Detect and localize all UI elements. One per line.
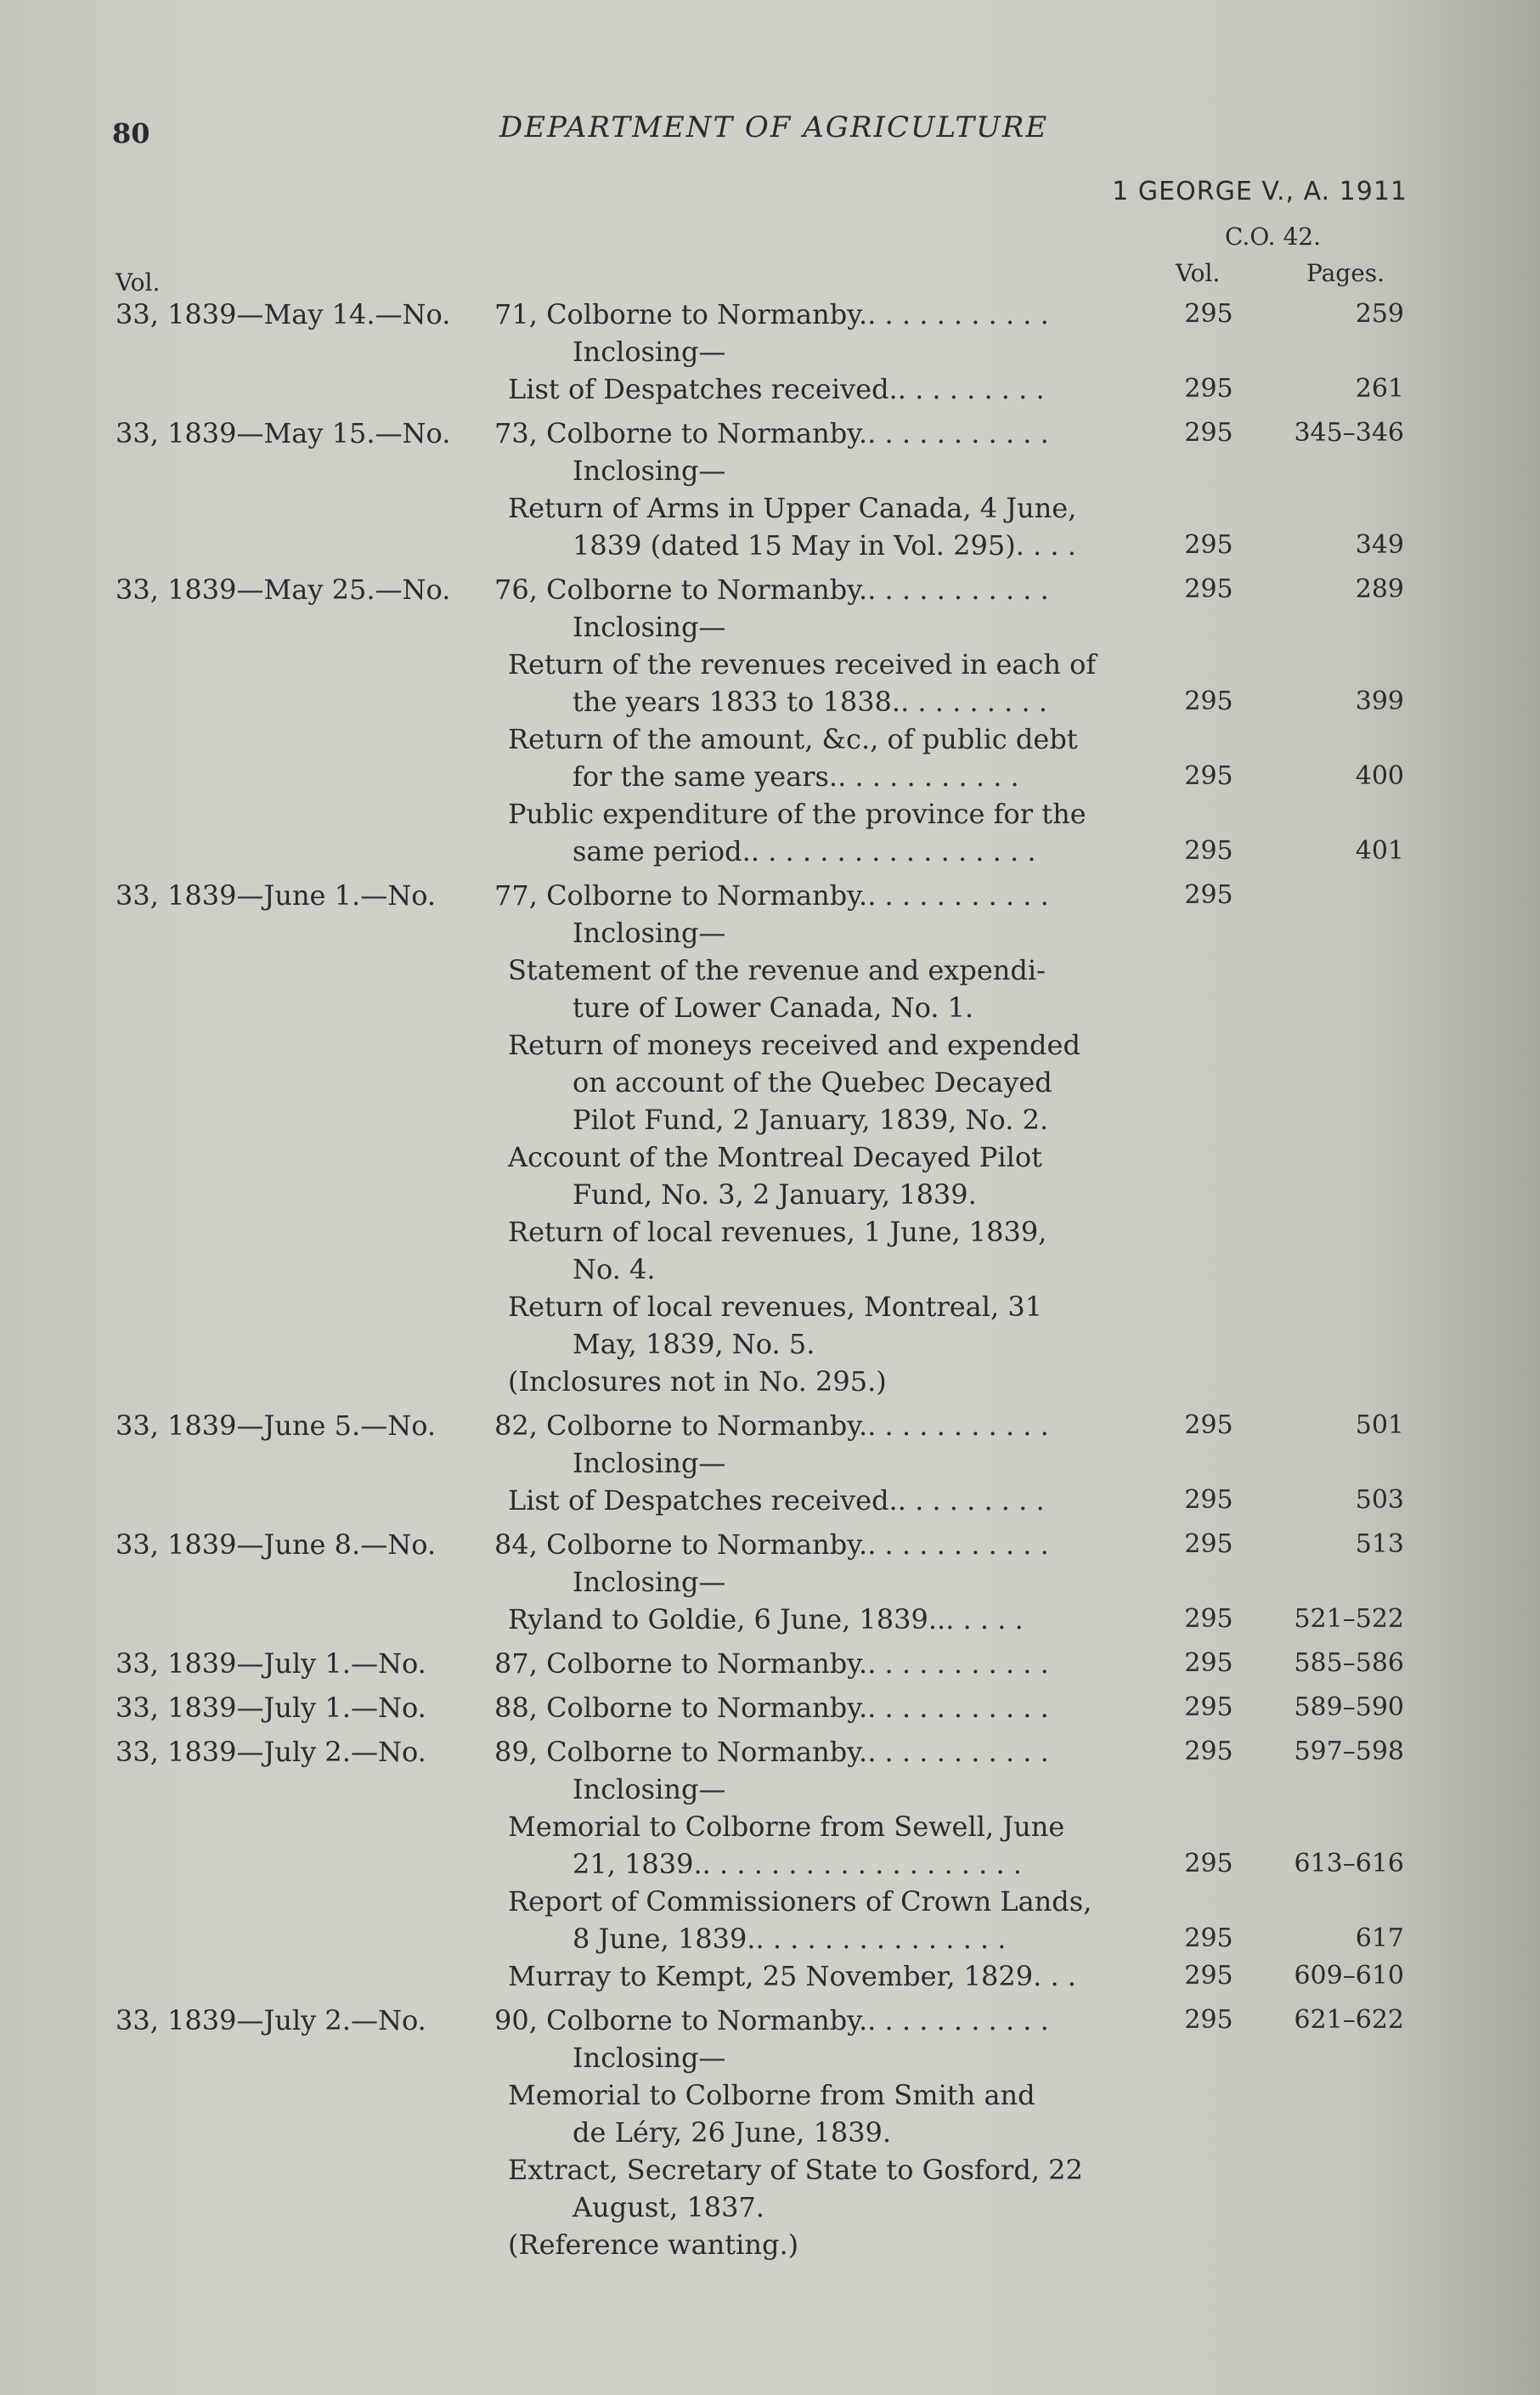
entry-description: August, 1837. bbox=[573, 2191, 765, 2223]
list-item bbox=[0, 2226, 1540, 2263]
page-range: 585–586 bbox=[1294, 1648, 1404, 1678]
entry-description: Return of the amount, &c., of public debt bbox=[508, 723, 1078, 755]
list-item bbox=[0, 914, 1540, 952]
volume-number: 295 bbox=[1184, 1849, 1233, 1878]
list-item bbox=[0, 527, 1540, 564]
entry-description: May, 1839, No. 5. bbox=[573, 1328, 815, 1360]
entry-reference: 33, 1839—June 8.—No. bbox=[116, 1528, 437, 1561]
page-range: 401 bbox=[1355, 836, 1404, 866]
entry-description: 77, Colborne to Normanby.. . . . . . . . . . . bbox=[494, 879, 1049, 912]
list-item bbox=[0, 608, 1540, 646]
entry-description: Inclosing— bbox=[573, 2042, 726, 2074]
entry-description: Inclosing— bbox=[573, 917, 726, 949]
entry-description: 89, Colborne to Normanby.. . . . . . . . . . . bbox=[494, 1736, 1049, 1768]
list-item bbox=[0, 296, 1540, 333]
list-item bbox=[0, 646, 1540, 683]
list-item bbox=[0, 1064, 1540, 1101]
page-range: 513 bbox=[1355, 1529, 1404, 1559]
volume-number: 295 bbox=[1184, 836, 1233, 866]
list-item bbox=[0, 1771, 1540, 1808]
volume-number: 295 bbox=[1184, 1961, 1233, 1991]
entry-description: List of Despatches received.. . . . . . . . . bbox=[508, 1484, 1045, 1517]
volume-number: 295 bbox=[1184, 374, 1233, 404]
co-series-label: C.O. 42. bbox=[1225, 223, 1321, 251]
page-range: 589–590 bbox=[1294, 1692, 1404, 1722]
entry-reference: 33, 1839—May 25.—No. bbox=[116, 573, 451, 606]
list-item bbox=[0, 877, 1540, 914]
entry-description: Account of the Montreal Decayed Pilot bbox=[508, 1141, 1042, 1173]
page-range: 609–610 bbox=[1294, 1961, 1404, 1991]
list-item bbox=[0, 2076, 1540, 2114]
list-item bbox=[0, 758, 1540, 795]
entry-description: 88, Colborne to Normanby.. . . . . . . . . . . bbox=[494, 1692, 1049, 1724]
entry-description: No. 4. bbox=[573, 1253, 656, 1285]
list-item bbox=[0, 1251, 1540, 1288]
list-item bbox=[0, 1808, 1540, 1845]
entry-description: Inclosing— bbox=[573, 1566, 726, 1598]
entry-description: Return of Arms in Upper Canada, 4 June, bbox=[508, 492, 1077, 524]
entry-description: Inclosing— bbox=[573, 611, 726, 643]
pages-column-header: Pages. bbox=[1306, 259, 1385, 287]
page-range: 400 bbox=[1355, 761, 1404, 791]
entry-reference: 33, 1839—July 2.—No. bbox=[116, 1736, 426, 1768]
entry-description: 71, Colborne to Normanby.. . . . . . . . . . . bbox=[494, 298, 1049, 330]
list-item bbox=[0, 1563, 1540, 1601]
entry-description: Return of local revenues, 1 June, 1839, bbox=[508, 1216, 1047, 1248]
entry-description: 76, Colborne to Normanby.. . . . . . . . . . . bbox=[494, 573, 1049, 606]
volume-number: 295 bbox=[1184, 1485, 1233, 1515]
entry-reference: 33, 1839—June 5.—No. bbox=[116, 1409, 437, 1442]
page-number: 80 bbox=[112, 117, 150, 150]
entry-description: for the same years.. . . . . . . . . . . bbox=[573, 760, 1019, 793]
entry-description: Murray to Kempt, 25 November, 1829. . . bbox=[508, 1960, 1076, 1992]
list-item bbox=[0, 1026, 1540, 1064]
list-item bbox=[0, 2151, 1540, 2189]
list-item bbox=[0, 1689, 1540, 1726]
page-range: 521–522 bbox=[1294, 1604, 1404, 1634]
entry-description: Fund, No. 3, 2 January, 1839. bbox=[573, 1178, 977, 1211]
volume-number: 295 bbox=[1184, 761, 1233, 791]
entry-description: 82, Colborne to Normanby.. . . . . . . . . . . bbox=[494, 1409, 1049, 1442]
list-item bbox=[0, 1883, 1540, 1920]
entry-description: Statement of the revenue and expendi- bbox=[508, 954, 1046, 986]
vol-column-header-left: Vol. bbox=[116, 268, 161, 297]
volume-number: 295 bbox=[1184, 1529, 1233, 1559]
list-item bbox=[0, 1444, 1540, 1482]
entry-description: Inclosing— bbox=[573, 455, 726, 487]
volume-number: 295 bbox=[1184, 574, 1233, 604]
entry-description: Ryland to Goldie, 6 June, 1839... . . . . bbox=[508, 1603, 1024, 1635]
list-item bbox=[0, 683, 1540, 720]
list-item bbox=[0, 795, 1540, 833]
list-item bbox=[0, 452, 1540, 489]
list-item bbox=[0, 489, 1540, 527]
list-item bbox=[0, 2039, 1540, 2076]
volume-number: 295 bbox=[1184, 530, 1233, 560]
entry-description: Return of local revenues, Montreal, 31 bbox=[508, 1291, 1043, 1323]
page-range: 349 bbox=[1355, 530, 1404, 560]
list-item bbox=[0, 333, 1540, 370]
running-head: DEPARTMENT OF AGRICULTURE bbox=[499, 110, 1049, 144]
list-item bbox=[0, 415, 1540, 452]
list-item bbox=[0, 1601, 1540, 1638]
page-range: 501 bbox=[1355, 1410, 1404, 1440]
entry-description: 90, Colborne to Normanby.. . . . . . . . . . . bbox=[494, 2004, 1049, 2036]
entry-description: Return of moneys received and expended bbox=[508, 1029, 1080, 1061]
list-item bbox=[0, 1138, 1540, 1176]
list-item bbox=[0, 2189, 1540, 2226]
despatch-list bbox=[0, 296, 1540, 2263]
list-item bbox=[0, 1288, 1540, 1325]
page-range: 289 bbox=[1355, 574, 1404, 604]
list-item bbox=[0, 833, 1540, 870]
list-item bbox=[0, 1845, 1540, 1883]
page-range: 617 bbox=[1355, 1923, 1404, 1953]
page-range: 399 bbox=[1355, 686, 1404, 716]
list-item bbox=[0, 720, 1540, 758]
volume-number: 295 bbox=[1184, 1692, 1233, 1722]
volume-number: 295 bbox=[1184, 299, 1233, 329]
volume-number: 295 bbox=[1184, 1410, 1233, 1440]
entry-description: 1839 (dated 15 May in Vol. 295). . . . bbox=[573, 529, 1076, 562]
entry-description: (Reference wanting.) bbox=[508, 2228, 799, 2261]
session-label: 1 GEORGE V., A. 1911 bbox=[1112, 177, 1407, 206]
list-item bbox=[0, 1213, 1540, 1251]
entry-description: (Inclosures not in No. 295.) bbox=[508, 1365, 887, 1398]
entry-description: Memorial to Colborne from Smith and bbox=[508, 2079, 1035, 2111]
page-range: 259 bbox=[1355, 299, 1404, 329]
vol-column-header: Vol. bbox=[1176, 259, 1221, 287]
list-item bbox=[0, 1407, 1540, 1444]
page-range: 503 bbox=[1355, 1485, 1404, 1515]
list-item bbox=[0, 571, 1540, 608]
volume-number: 295 bbox=[1184, 418, 1233, 448]
volume-number: 295 bbox=[1184, 880, 1233, 910]
page-range: 345–346 bbox=[1294, 418, 1404, 448]
list-item bbox=[0, 370, 1540, 408]
volume-number: 295 bbox=[1184, 1648, 1233, 1678]
entry-reference: 33, 1839—July 1.—No. bbox=[116, 1647, 426, 1680]
entry-description: 8 June, 1839.. . . . . . . . . . . . . . . bbox=[573, 1923, 1007, 1955]
entry-reference: 33, 1839—May 15.—No. bbox=[116, 417, 451, 449]
entry-description: Memorial to Colborne from Sewell, June bbox=[508, 1810, 1065, 1843]
page-range: 613–616 bbox=[1294, 1849, 1404, 1878]
entry-description: 84, Colborne to Normanby.. . . . . . . . . . . bbox=[494, 1528, 1049, 1561]
list-item bbox=[0, 1645, 1540, 1682]
entry-description: Inclosing— bbox=[573, 1773, 726, 1805]
list-item bbox=[0, 2002, 1540, 2039]
entry-reference: 33, 1839—May 14.—No. bbox=[116, 298, 451, 330]
entry-description: Inclosing— bbox=[573, 1447, 726, 1479]
entry-reference: 33, 1839—July 1.—No. bbox=[116, 1692, 426, 1724]
list-item bbox=[0, 989, 1540, 1026]
list-item bbox=[0, 952, 1540, 989]
entry-description: Report of Commissioners of Crown Lands, bbox=[508, 1885, 1092, 1918]
entry-description: Extract, Secretary of State to Gosford, 22 bbox=[508, 2154, 1083, 2186]
entry-description: Pilot Fund, 2 January, 1839, No. 2. bbox=[573, 1104, 1049, 1136]
entry-description: Return of the revenues received in each of bbox=[508, 648, 1097, 681]
list-item bbox=[0, 1957, 1540, 1995]
list-item bbox=[0, 1482, 1540, 1519]
list-item bbox=[0, 1176, 1540, 1213]
list-item bbox=[0, 1733, 1540, 1771]
entry-description: 87, Colborne to Normanby.. . . . . . . . . . . bbox=[494, 1647, 1049, 1680]
list-item bbox=[0, 1526, 1540, 1563]
volume-number: 295 bbox=[1184, 1604, 1233, 1634]
volume-number: 295 bbox=[1184, 686, 1233, 716]
list-item bbox=[0, 1325, 1540, 1363]
list-item bbox=[0, 2114, 1540, 2151]
entry-description: on account of the Quebec Decayed bbox=[573, 1066, 1052, 1099]
volume-number: 295 bbox=[1184, 1737, 1233, 1766]
entry-description: Public expenditure of the province for the bbox=[508, 798, 1086, 830]
volume-number: 295 bbox=[1184, 2005, 1233, 2035]
page-range: 597–598 bbox=[1294, 1737, 1404, 1766]
entry-description: ture of Lower Canada, No. 1. bbox=[573, 991, 974, 1024]
list-item bbox=[0, 1363, 1540, 1400]
list-item bbox=[0, 1920, 1540, 1957]
entry-description: Inclosing— bbox=[573, 336, 726, 368]
entry-reference: 33, 1839—July 2.—No. bbox=[116, 2004, 426, 2036]
page-range: 621–622 bbox=[1294, 2005, 1404, 2035]
entry-description: same period.. . . . . . . . . . . . . . . . . bbox=[573, 835, 1036, 867]
entry-description: de Léry, 26 June, 1839. bbox=[573, 2116, 892, 2149]
list-item bbox=[0, 1101, 1540, 1138]
entry-description: List of Despatches received.. . . . . . . . . bbox=[508, 373, 1045, 405]
volume-number: 295 bbox=[1184, 1923, 1233, 1953]
entry-description: the years 1833 to 1838.. . . . . . . . . bbox=[573, 686, 1047, 718]
entry-description: 21, 1839.. . . . . . . . . . . . . . . . . . . bbox=[573, 1848, 1023, 1880]
page-range: 261 bbox=[1355, 374, 1404, 404]
entry-description: 73, Colborne to Normanby.. . . . . . . . . . . bbox=[494, 417, 1049, 449]
entry-reference: 33, 1839—June 1.—No. bbox=[116, 879, 437, 912]
